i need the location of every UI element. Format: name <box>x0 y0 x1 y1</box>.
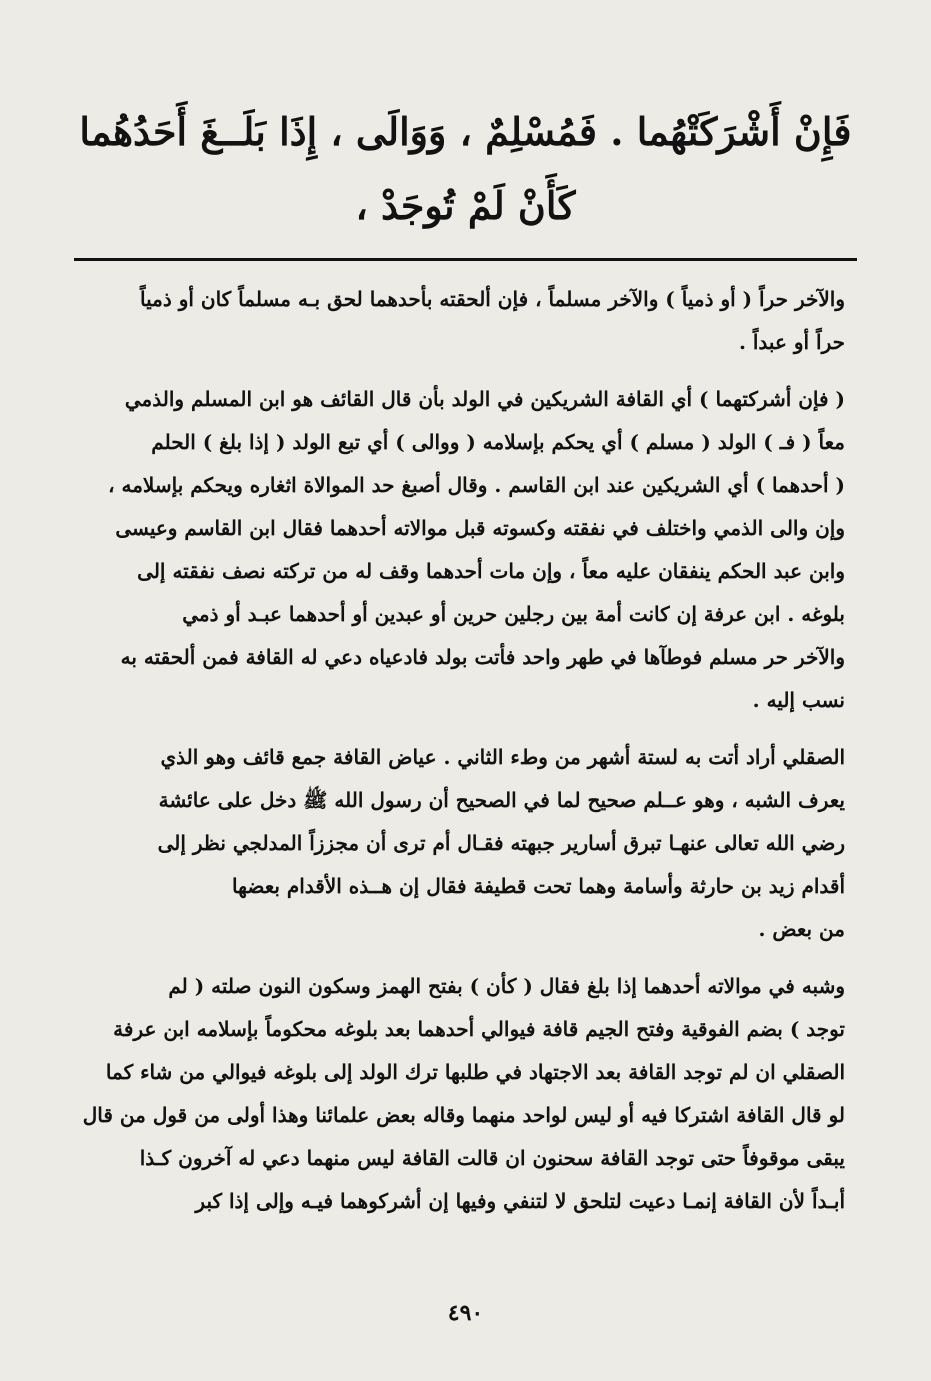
text-line: من بعض . <box>758 917 845 941</box>
text-line: والآخر حر مسلم فوطآها في طهر واحد فأتت بولد فادعياه دعي له القافة فمن ألحقته به <box>120 645 845 669</box>
text-line: يبقى موقوفاً حتى توجد القافة سحنون ان قالت القافة ليس منهما دعي له آخرون كـذا <box>139 1146 845 1170</box>
text-line: حراً أو عبداً . <box>738 330 845 354</box>
paragraph <box>76 278 845 364</box>
text-line: أبـداً لأن القافة إنمـا دعيت لتلحق لا لتنفي وفيها إن أشركوهما فيـه وإلى إذا كبر <box>195 1189 845 1213</box>
matn-header <box>60 95 871 243</box>
text-line: معاً ( فـ ) الولد ( مسلم ) أي يحكم بإسلامه ( ووالى ) أي تبع الولد ( إذا بلغ ) الحلم <box>151 430 845 454</box>
commentary-body <box>76 278 845 1223</box>
text-line: بلوغه . ابن عرفة إن كانت أمة بين رجلين حرين أو عبدين أو أحدهما عبـد أو ذمي <box>182 602 845 626</box>
text-line: وإن والى الذمي واختلف في نفقته وكسوته قبل موالاته أحدهما فقال ابن القاسم وعيسى <box>115 516 845 540</box>
text-line: لو قال القافة اشتركا فيه أو ليس لواحد منهما وقاله بعض علمائنا وهذا أولى من قول من قال <box>82 1103 845 1127</box>
text-line: ( فإن أشركتهما ) أي القافة الشريكين في الولد بأن قال القائف هو ابن المسلم والذمي <box>124 387 845 411</box>
text-line: ( أحدهما ) أي الشريكين عند ابن القاسم . وقال أصبغ حد الموالاة اثغاره ويحكم بإسلامه ، <box>108 473 845 497</box>
matn-line: كَأَنْ لَمْ تُوجَدْ ، <box>355 183 576 228</box>
text-line: الصقلي أراد أتت به لستة أشهر من وطء الثاني . عياض القافة جمع قائف وهو الذي <box>160 745 845 769</box>
text-line: والآخر حراً ( أو ذمياً ) والآخر مسلماً ، فإن ألحقته بأحدهما لحق بـه مسلماً كان أو ذمياً <box>140 287 845 311</box>
text-line: وابن عبد الحكم ينفقان عليه معاً ، وإن مات أحدهما وقف له من تركته نصف نفقته إلى <box>137 559 845 583</box>
page-number: ٤٩٠ <box>447 1300 484 1326</box>
text-line: وشبه في موالاته أحدهما إذا بلغ فقال ( كأن ) بفتح الهمز وسكون النون صلته ( لم <box>168 974 845 998</box>
text-line: أقدام زيد بن حارثة وأسامة وهما تحت قطيفة فقال إن هــذه الأقدام بعضها <box>232 874 845 898</box>
text-line: نسب إليه . <box>752 688 845 712</box>
text-line: يعرف الشبه ، وهو عــلم صحيح لما في الصحيح أن رسول الله ﷺ دخل على عائشة <box>158 788 845 812</box>
paragraph <box>76 736 845 951</box>
paragraph <box>76 378 845 722</box>
matn-line: فَإِنْ أَشْرَكَتْهُما . فَمُسْلِمٌ ، وَوَالَى ، إِذَا بَلَــغَ أَحَدُهُما <box>79 109 852 154</box>
paragraph <box>76 965 845 1223</box>
header-divider <box>74 258 857 261</box>
text-line: توجد ) بضم الفوقية وفتح الجيم قافة فيوالي أحدهما بعد بلوغه محكوماً بإسلامه ابن عرفة <box>113 1017 845 1041</box>
text-line: الصقلي ان لم توجد القافة بعد الاجتهاد في طلبها ترك الولد إلى بلوغه فيوالي من شاء كما <box>105 1060 845 1084</box>
text-line: رضي الله تعالى عنهـا تبرق أسارير جبهته فقـال أم ترى أن مجززاً المدلجي نظر إلى <box>157 831 845 855</box>
